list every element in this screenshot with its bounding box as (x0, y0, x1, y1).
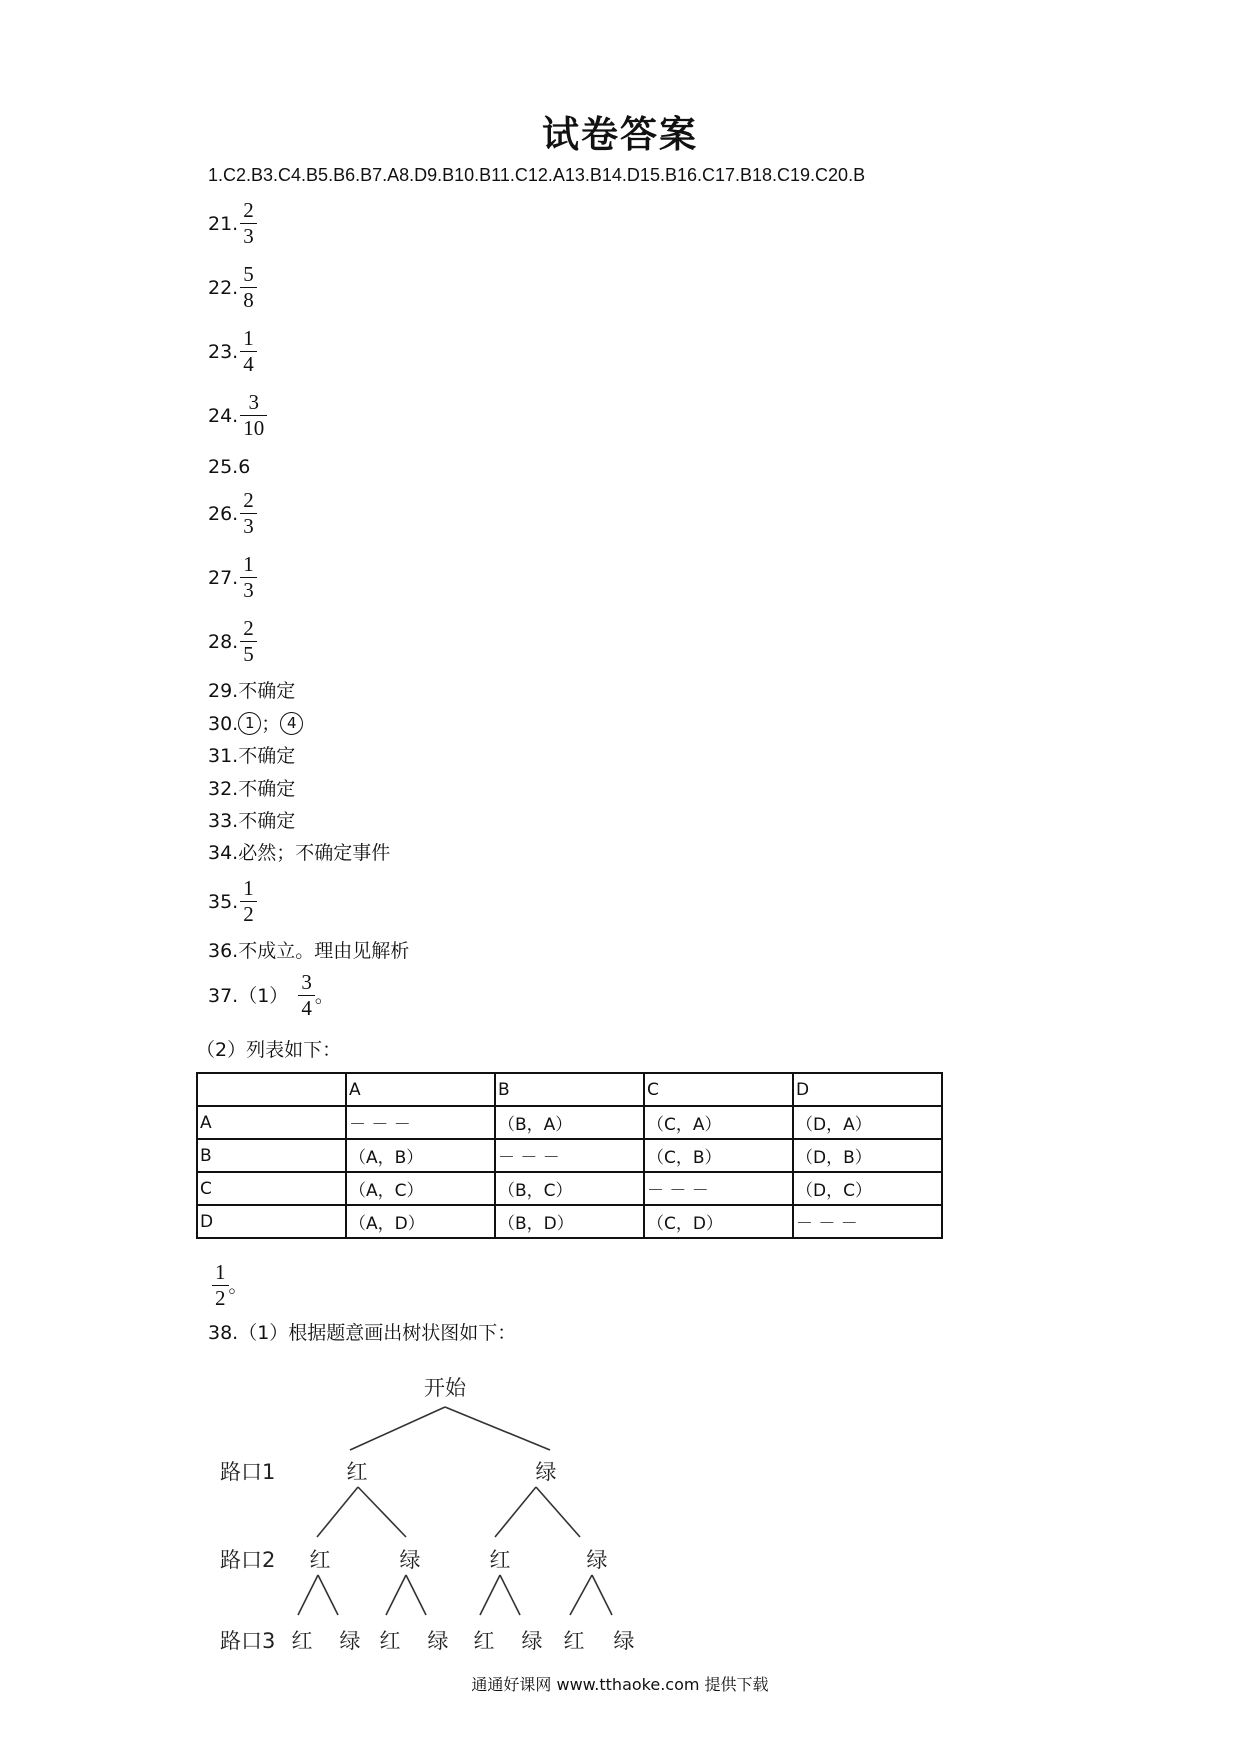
answer-32: 32.不确定 (208, 778, 296, 800)
edge (536, 1487, 580, 1537)
table-cell: （C，A） (644, 1106, 793, 1139)
edge (406, 1575, 426, 1615)
node-red: 红 (309, 1548, 331, 1572)
answer-21 (208, 198, 257, 249)
node-green: 绿 (586, 1548, 608, 1572)
level-label: 路口3 (220, 1629, 276, 1653)
edge (495, 1487, 536, 1537)
answer-label: 35. (208, 890, 239, 913)
answer-label: 22. (208, 276, 239, 299)
answer-36: 36.不成立。理由见解析 (208, 940, 410, 962)
answer-label: 26. (208, 502, 239, 525)
answer-label: 21. (208, 212, 239, 235)
node-green: 绿 (535, 1460, 557, 1484)
answer-label: 28. (208, 630, 239, 653)
answer-37-part2: （2）列表如下： (196, 1039, 342, 1061)
node-red: 红 (379, 1629, 401, 1653)
separator: ； (261, 712, 281, 735)
edge (592, 1575, 612, 1615)
table-row (197, 1205, 942, 1238)
edge (350, 1407, 445, 1450)
edge (570, 1575, 592, 1615)
circled-number: 1 (238, 712, 261, 735)
edge (358, 1487, 406, 1537)
node-green: 绿 (613, 1629, 635, 1653)
answer-26 (208, 488, 257, 539)
fraction: $\frac{3}{10}$ (240, 390, 267, 441)
table-cell: （A，D） (346, 1205, 495, 1238)
table-cell: （B，C） (495, 1172, 644, 1205)
answer-28 (208, 616, 257, 667)
circled-number: 4 (280, 712, 303, 735)
answer-37-part1 (208, 970, 334, 1021)
node-green: 绿 (339, 1629, 361, 1653)
table-cell: B (495, 1073, 644, 1106)
edge (298, 1575, 318, 1615)
edge (500, 1575, 520, 1615)
table-cell: A (197, 1106, 346, 1139)
edge (317, 1487, 358, 1537)
node-red: 红 (563, 1629, 585, 1653)
page-title: 试卷答案 (542, 113, 698, 156)
answer-27 (208, 552, 257, 603)
answer-31: 31.不确定 (208, 745, 296, 767)
edge (445, 1407, 550, 1450)
answer-22 (208, 262, 257, 313)
fraction: $\frac{1}{2}$ (212, 1260, 229, 1311)
node-red: 红 (346, 1460, 368, 1484)
fraction: $\frac{5}{8}$ (240, 262, 257, 313)
answer-24 (208, 390, 267, 441)
fraction: $\frac{2}{3}$ (240, 198, 257, 249)
fraction: $\frac{2}{3}$ (240, 488, 257, 539)
table-cell: （A，C） (346, 1172, 495, 1205)
table-cell: － － － (793, 1205, 942, 1238)
fraction: $\frac{1}{3}$ (240, 552, 257, 603)
answer-33: 33.不确定 (208, 810, 296, 832)
period: 。 (228, 1274, 248, 1297)
answer-34: 34.必然；不确定事件 (208, 842, 391, 864)
table-cell: （D，B） (793, 1139, 942, 1172)
table-cell: （D，A） (793, 1106, 942, 1139)
table-cell: （B，D） (495, 1205, 644, 1238)
table-cell: B (197, 1139, 346, 1172)
answer-label: 30. (208, 712, 239, 735)
pairing-table (196, 1072, 943, 1239)
table-cell: C (197, 1172, 346, 1205)
edge (318, 1575, 338, 1615)
fraction: $\frac{1}{2}$ (240, 876, 257, 927)
answer-23 (208, 326, 257, 377)
node-red: 红 (489, 1548, 511, 1572)
table-cell: （C，B） (644, 1139, 793, 1172)
node-red: 红 (291, 1629, 313, 1653)
answer-label: 27. (208, 566, 239, 589)
edge (386, 1575, 406, 1615)
choice-answer-key: 1.C2.B3.C4.B5.B6.B7.A8.D9.B10.B11.C12.A13.B14.D15.B16.C17.B18.C19.C20.B (208, 165, 866, 185)
answer-25: 25.6 (208, 456, 251, 478)
probability-tree (200, 1355, 660, 1665)
answer-38: 38.（1）根据题意画出树状图如下： (208, 1322, 517, 1344)
table-cell: C (644, 1073, 793, 1106)
node-green: 绿 (427, 1629, 449, 1653)
node-green: 绿 (399, 1548, 421, 1572)
level-label: 路口2 (220, 1548, 276, 1572)
period: 。 (314, 984, 334, 1007)
answer-label: 23. (208, 340, 239, 363)
fraction: $\frac{1}{4}$ (240, 326, 257, 377)
table-cell: D (197, 1205, 346, 1238)
answer-30 (208, 712, 303, 735)
table-header-row (197, 1073, 942, 1106)
node-red: 红 (473, 1629, 495, 1653)
table-cell (197, 1073, 346, 1106)
page-footer: 通通好课网 www.tthaoke.com 提供下载 (471, 1675, 769, 1694)
level-label: 路口1 (220, 1460, 276, 1484)
edge (480, 1575, 500, 1615)
table-cell: A (346, 1073, 495, 1106)
answer-35 (208, 876, 257, 927)
answer-label: 24. (208, 404, 239, 427)
table-cell: （C，D） (644, 1205, 793, 1238)
table-row (197, 1172, 942, 1205)
table-cell: － － － (644, 1172, 793, 1205)
table-cell: （B，A） (495, 1106, 644, 1139)
fraction: $\frac{3}{4}$ (298, 970, 315, 1021)
table-row (197, 1139, 942, 1172)
node-green: 绿 (521, 1629, 543, 1653)
tree-edges (298, 1407, 612, 1615)
fraction: $\frac{2}{5}$ (240, 616, 257, 667)
table-cell: D (793, 1073, 942, 1106)
table-cell: （D，C） (793, 1172, 942, 1205)
answer-label: 37.（1） (208, 984, 289, 1007)
table-cell: － － － (495, 1139, 644, 1172)
table-cell: － － － (346, 1106, 495, 1139)
answer-29: 29.不确定 (208, 680, 296, 702)
table-row (197, 1106, 942, 1139)
table-cell: （A，B） (346, 1139, 495, 1172)
tree-root: 开始 (424, 1376, 466, 1400)
answer-37-result (210, 1260, 248, 1311)
